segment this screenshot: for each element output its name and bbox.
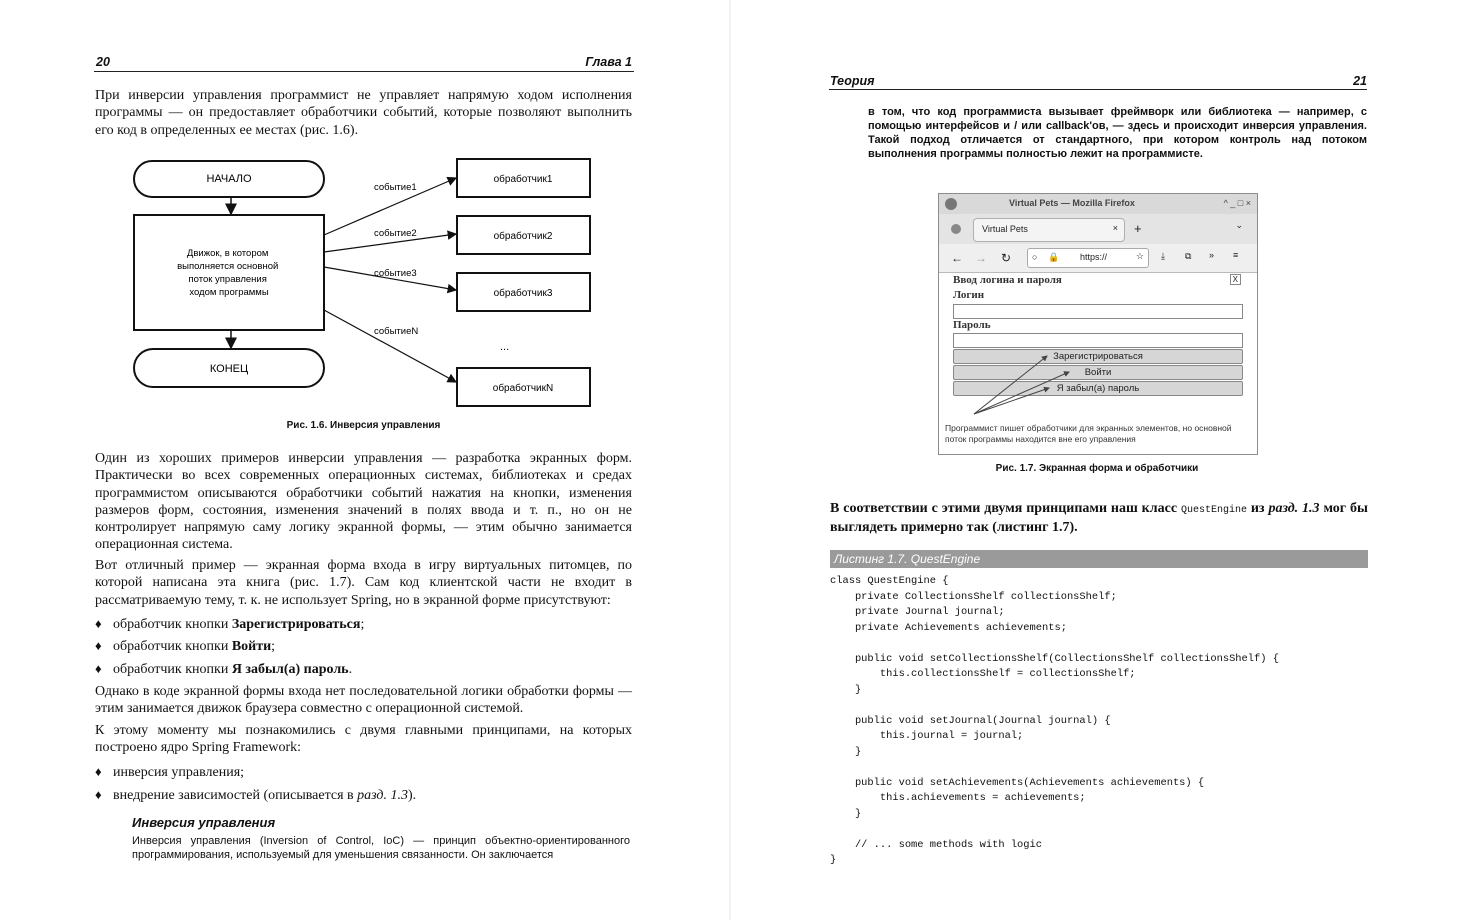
header-rule [94, 71, 634, 72]
handler-label-n: обработчикN [492, 383, 554, 394]
form-close-icon[interactable]: X [1230, 274, 1241, 285]
bullet-register: ♦ обработчик кнопки Зарегистрироваться; [95, 616, 365, 632]
figure-caption-1-6: Рис. 1.6. Инверсия управления [286, 420, 441, 431]
close-tab-icon[interactable]: × [1112, 223, 1118, 233]
code-line: public void setAchievements(Achievements achievements) { [854, 776, 1205, 789]
page-number: 20 [96, 55, 110, 69]
login-button[interactable]: Войти [953, 365, 1243, 380]
event-label-3: событие3 [374, 268, 417, 279]
code-listing [830, 574, 1279, 869]
engine-line-2: выполняется основной [177, 261, 279, 272]
intro-paragraph: При инверсии управления программист не управляет напрямую ходом исполнения программы — он предоставляет обработчики событий, которые позволяют выполнить его код в определенных ее местах (рис. 1.6). [95, 88, 632, 138]
tab-list-icon[interactable]: ⌄ [1235, 220, 1243, 230]
code-line: class QuestEngine { [830, 575, 949, 587]
window-controls-icon[interactable]: ^ _ □ × [1223, 198, 1251, 208]
bullet-mark: ♦ [95, 616, 102, 631]
register-button[interactable]: Зарегистрироваться [953, 349, 1243, 364]
chapter-header: Глава 1 [585, 55, 632, 69]
engine-box [134, 215, 324, 330]
login-label: Логин [953, 289, 985, 301]
code-line: public void setJournal(Journal journal) { [854, 714, 1111, 727]
forgot-password-button[interactable]: Я забыл(а) пароль [953, 381, 1243, 396]
overflow-icon[interactable]: » [1209, 250, 1215, 260]
extensions-icon[interactable]: ⧉ [1185, 251, 1192, 261]
password-label: Пароль [953, 319, 991, 331]
code-line: // ... some methods with logic [854, 838, 1043, 851]
code-line: } [854, 683, 862, 696]
bullet-mark: ♦ [95, 638, 102, 653]
bullet-ioc: ♦ инверсия управления; [95, 764, 245, 780]
section-header: Теория [830, 74, 875, 88]
event-label-1: событие1 [374, 182, 417, 193]
paragraph-principles: К этому моменту мы познакомились с двумя главными принципами, на которых построено ядро Spring Framework: [95, 723, 632, 756]
browser-screenshot [938, 193, 1258, 455]
handler-label-2: обработчик2 [493, 231, 553, 242]
paragraph-browser: Однако в коде экранной формы входа нет последовательной логики обработки формы — этим занимается движок браузера совместно с операционной системой. [95, 684, 632, 717]
code-line: private CollectionsShelf collectionsShelf; [854, 590, 1117, 603]
form-title: Ввод логина и пароля [953, 274, 1062, 286]
code-line: public void setCollectionsShelf(CollectionsShelf collectionsShelf) { [854, 652, 1279, 665]
handler-label-1: обработчик1 [493, 174, 553, 185]
new-tab-icon[interactable]: + [1134, 221, 1142, 236]
engine-line-1: Движок, в котором [186, 248, 269, 259]
reload-icon[interactable]: ↻ [1001, 251, 1012, 265]
engine-line-3: поток управления [188, 274, 267, 285]
bullet-mark: ♦ [95, 764, 102, 779]
forward-icon[interactable]: → [975, 251, 987, 265]
paragraph-before-listing: В соответствии с этими двумя принципами наш класс QuestEngine из разд. 1.3 мог бы выглядеть примерно так (листинг 1.7). [830, 501, 1368, 536]
end-label: КОНЕЦ [209, 363, 249, 375]
shield-icon: ○ [1032, 252, 1038, 262]
annotation-text: Программист пишет обработчики для экранных элементов, но основной поток программы находится вне его управления [945, 423, 1232, 444]
bullet-forgot: ♦ обработчик кнопки Я забыл(а) пароль. [95, 661, 353, 677]
bullet-login: ♦ обработчик кнопки Войти; [95, 638, 276, 654]
page-number: 21 [1353, 74, 1367, 88]
handler-label-3: обработчик3 [493, 288, 553, 299]
header-rule [829, 89, 1367, 90]
hamburger-menu-icon[interactable]: ≡ [1233, 250, 1239, 260]
annotation-arrows [939, 194, 1257, 454]
figure-caption-1-7: Рис. 1.7. Экранная форма и обработчики [995, 463, 1199, 474]
paragraph-forms: Один из хороших примеров инверсии управления — разработка экранных форм. Практически во всех современных операционных системах, библиотеках и средах программистом описываются обработчики событий нажатия на кнопки, изменения размеров форм, состояния, изменения значений в полях ввода и т. п., но он не контролирует напрямую саму логику экранной формы, — этим обычно занимается операционная система. [95, 451, 632, 553]
window-title: Virtual Pets — Mozilla Firefox [1009, 198, 1135, 208]
code-line: } [854, 745, 862, 758]
url-text: https:// [1080, 252, 1108, 262]
engine-line-4: ходом программы [189, 287, 269, 298]
note-continuation: в том, что код программиста вызывает фреймворк или библиотека — например, с помощью интерфейсов и / или callback'ов, — здесь и происходит инверсия управления. Такой подход отличается от стандартного, при котором контроль над потоком выполнения программы полностью лежит на программисте. [868, 106, 1367, 160]
note-text: Инверсия управления (Inversion of Control, IoC) — принцип объектно-ориентированного программирования, используемый для уменьшения связанности. Он заключается [132, 835, 630, 861]
bullet-mark: ♦ [95, 661, 102, 676]
right-page [731, 0, 1461, 920]
left-page [0, 0, 730, 920]
ioc-diagram [126, 152, 602, 414]
handler-ellipsis: ... [500, 341, 510, 353]
download-icon[interactable]: ⤓ [1161, 251, 1165, 261]
listing-title-bar: Листинг 1.7. QuestEngine [830, 550, 1368, 568]
start-label: НАЧАЛО [206, 173, 252, 185]
code-line: } [830, 854, 837, 866]
code-line: } [854, 807, 862, 820]
lock-icon: 🔒 [1048, 252, 1060, 262]
code-line: private Achievements achievements; [854, 621, 1067, 634]
note-title: Инверсия управления [132, 815, 276, 830]
code-line: this.journal = journal; [879, 730, 1024, 742]
bullet-mark: ♦ [95, 787, 102, 802]
code-line: this.collectionsShelf = collectionsShelf; [879, 668, 1136, 680]
event-label-n: событиеN [374, 326, 419, 337]
bullet-di: ♦ внедрение зависимостей (описывается в разд. 1.3). [95, 787, 417, 803]
code-line: private Journal journal; [854, 606, 1005, 618]
tab-label: Virtual Pets [982, 224, 1028, 234]
code-line: this.achievements = achievements; [879, 792, 1086, 804]
paragraph-example: Вот отличный пример — экранная форма входа в игру виртуальных питомцев, по которой написана эта книга (рис. 1.7). Сам код клиентской части не входит в рассматриваемую тему, т. к. не использует Spring, но в экранной форме присутствуют: [95, 558, 632, 608]
event-label-2: событие2 [374, 228, 417, 239]
bookmark-star-icon[interactable]: ☆ [1135, 251, 1144, 261]
back-icon[interactable]: ← [951, 251, 963, 265]
